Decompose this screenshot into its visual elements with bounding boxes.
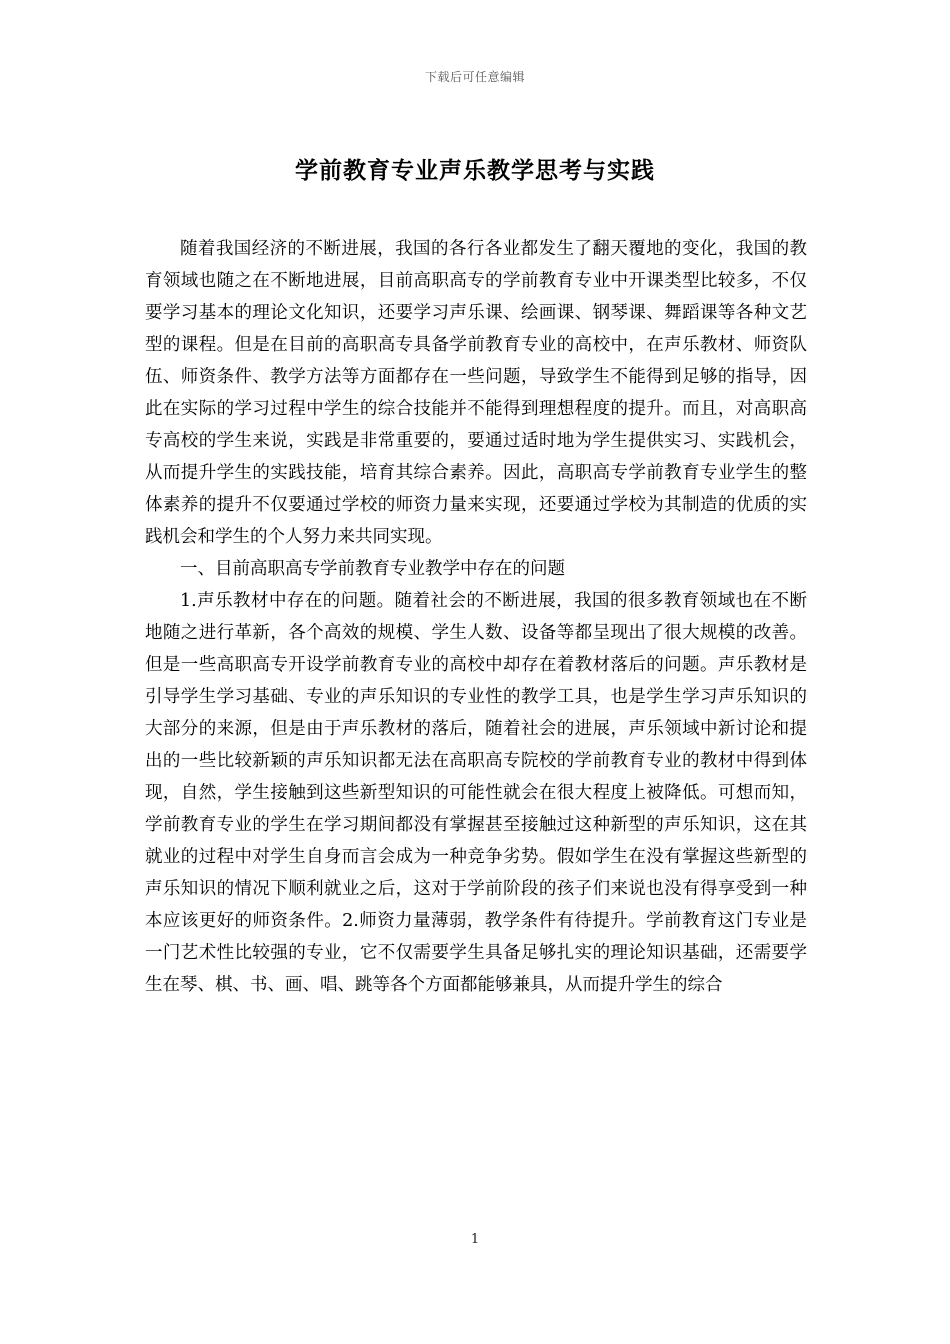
document-title: 学前教育专业声乐教学思考与实践: [295, 157, 655, 184]
section-heading: 一、目前高职高专学前教育专业教学中存在的问题: [180, 559, 565, 579]
document-body: [145, 233, 807, 1001]
body-paragraph: 1.声乐教材中存在的问题。随着社会的不断进展，我国的很多教育领域也在不断地随之进行革新，各个高效的规模、学生人数、设备等都呈现出了很大规模的改善。但是一些高职高专开设学前教育专业的高校中却存在着教材落后的问题。声乐教材是引导学生学习基础、专业的声乐知识的专业性的教学工具，也是学生学习声乐知识的大部分的来源，但是由于声乐教材的落后，随着社会的进展，声乐领域中新讨论和提出的一些比较新颖的声乐知识都无法在高职高专院校的学前教育专业的教材中得到体现，自然，学生接触到这些新型知识的可能性就会在很大程度上被降低。可想而知，学前教育专业的学生在学习期间都没有掌握甚至接触过这种新型的声乐知识，这在其就业的过程中对学生自身而言会成为一种竞争劣势。假如学生在没有掌握这些新型的声乐知识的情况下顺利就业之后，这对于学前阶段的孩子们来说也没有得享受到一种本应该更好的师资条件。2.师资力量薄弱，教学条件有待提升。学前教育这门专业是一门艺术性比较强的专业，它不仅需要学生具备足够扎实的理论知识基础，还需要学生在琴、棋、书、画、唱、跳等各个方面都能够兼具，从而提升学生的综合: [145, 591, 807, 995]
header-note: 下载后可任意编辑: [424, 70, 525, 84]
page-number: 1: [470, 1232, 480, 1247]
body-paragraph: 随着我国经济的不断进展，我国的各行各业都发生了翻天覆地的变化，我国的教育领域也随之在不断地进展，目前高职高专的学前教育专业中开课类型比较多，不仅要学习基本的理论文化知识，还要学习声乐课、绘画课、钢琴课、舞蹈课等各种文艺型的课程。但是在目前的高职高专具备学前教育专业的高校中，在声乐教材、师资队伍、师资条件、教学方法等方面都存在一些问题，导致学生不能得到足够的指导，因此在实际的学习过程中学生的综合技能并不能得到理想程度的提升。而且，对高职高专高校的学生来说，实践是非常重要的，要通过适时地为学生提供实习、实践机会，从而提升学生的实践技能，培育其综合素养。因此，高职高专学前教育专业学生的整体素养的提升不仅要通过学校的师资力量来实现，还要通过学校为其制造的优质的实践机会和学生的个人努力来共同实现。: [145, 239, 807, 547]
